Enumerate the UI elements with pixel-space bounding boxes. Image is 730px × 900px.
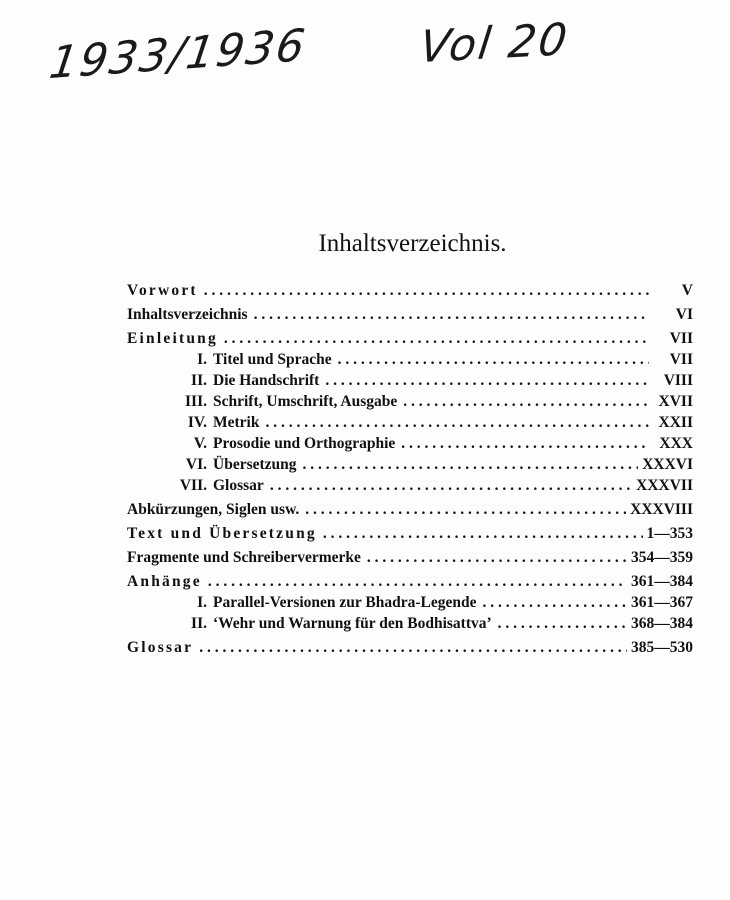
toc-subentry-number: V. bbox=[193, 435, 207, 452]
toc-entry-page: XXXVII bbox=[636, 477, 693, 494]
toc-subentry-number: VI. bbox=[185, 456, 207, 473]
dot-leader bbox=[367, 549, 627, 567]
toc-entry-page: V bbox=[681, 282, 693, 299]
toc-subentry bbox=[127, 477, 693, 498]
toc-entry-label: Metrik bbox=[213, 414, 260, 431]
toc-subentry bbox=[127, 615, 693, 636]
toc-subentry-number: VII. bbox=[179, 477, 207, 494]
page-title: Inhaltsverzeichnis. bbox=[318, 230, 507, 257]
toc-entry-page: 368—384 bbox=[631, 615, 693, 632]
toc-subentry bbox=[127, 351, 693, 372]
toc-subentry bbox=[127, 435, 693, 456]
toc-subentry bbox=[127, 414, 693, 435]
toc-entry-page: XVII bbox=[658, 393, 693, 410]
toc-entry-page: 361—384 bbox=[631, 573, 693, 590]
toc-entry-label: ‘Wehr und Warnung für den Bodhisattva’ bbox=[213, 615, 492, 632]
dot-leader bbox=[305, 501, 626, 519]
toc-entry-inhaltsverzeichnis bbox=[127, 306, 693, 327]
toc-entry-page: XXXVIII bbox=[630, 501, 693, 518]
toc-entry-label: Glossar bbox=[213, 477, 264, 494]
toc-entry-page: 361—367 bbox=[631, 594, 693, 611]
toc-entry-label: Übersetzung bbox=[213, 456, 297, 473]
toc-entry-label: Text und Übersetzung bbox=[127, 525, 317, 542]
toc-entry-label: Titel und Sprache bbox=[213, 351, 332, 368]
toc-subentry bbox=[127, 372, 693, 393]
handwritten-volume-note: Vol 20 bbox=[416, 14, 572, 74]
toc-entry-page: VII bbox=[669, 330, 693, 347]
toc-entry-page: 354—359 bbox=[631, 549, 693, 566]
toc-entry-page: 1—353 bbox=[646, 525, 693, 542]
toc-entry-page: VI bbox=[675, 306, 693, 323]
toc-subentry-number: IV. bbox=[187, 414, 207, 431]
toc-entry-page: XXII bbox=[658, 414, 693, 431]
toc-entry-label: Inhaltsverzeichnis bbox=[127, 306, 248, 323]
toc-subentry-number: II. bbox=[191, 372, 207, 389]
toc-subentry-number: II. bbox=[191, 615, 207, 632]
toc-entry-label: Einleitung bbox=[127, 330, 218, 347]
toc-entry-fragmente bbox=[127, 549, 693, 570]
toc-entry-label: Parallel-Versionen zur Bhadra-Legende bbox=[213, 594, 477, 611]
dot-leader bbox=[401, 435, 649, 453]
dot-leader bbox=[325, 372, 649, 390]
toc-entry-label: Vorwort bbox=[127, 282, 198, 299]
dot-leader bbox=[265, 414, 649, 432]
toc-entry-page: XXX bbox=[659, 435, 693, 452]
dot-leader bbox=[303, 456, 639, 474]
toc-entry-abkuerzungen bbox=[127, 501, 693, 522]
dot-leader bbox=[483, 594, 628, 612]
dot-leader bbox=[323, 525, 643, 543]
toc-subentry-number: I. bbox=[197, 351, 207, 368]
dot-leader bbox=[270, 477, 632, 495]
toc-subentry bbox=[127, 393, 693, 414]
table-of-contents bbox=[127, 282, 693, 660]
toc-entry-label: Fragmente und Schreibervermerke bbox=[127, 549, 361, 566]
toc-entry-label: Prosodie und Orthographie bbox=[213, 435, 396, 452]
toc-entry-page: XXXVI bbox=[642, 456, 693, 473]
toc-entry-label: Schrift, Umschrift, Ausgabe bbox=[213, 393, 398, 410]
toc-entry-page: VII bbox=[669, 351, 693, 368]
dot-leader bbox=[254, 306, 649, 324]
dot-leader bbox=[498, 615, 627, 633]
dot-leader bbox=[338, 351, 649, 369]
toc-entry-page: VIII bbox=[663, 372, 693, 389]
toc-subentry-number: III. bbox=[185, 393, 207, 410]
toc-entry-label: Anhänge bbox=[127, 573, 202, 590]
toc-entry-text-und-uebersetzung bbox=[127, 525, 693, 546]
toc-subentry-number: I. bbox=[197, 594, 207, 611]
dot-leader bbox=[199, 639, 627, 657]
toc-entry-vorwort bbox=[127, 282, 693, 303]
toc-entry-einleitung bbox=[127, 330, 693, 351]
dot-leader bbox=[403, 393, 649, 411]
toc-entry-anhaenge bbox=[127, 573, 693, 594]
toc-subentry bbox=[127, 456, 693, 477]
dot-leader bbox=[224, 330, 649, 348]
toc-entry-glossar bbox=[127, 639, 693, 660]
dot-leader bbox=[204, 282, 649, 300]
toc-entry-label: Glossar bbox=[127, 639, 194, 656]
toc-entry-label: Die Handschrift bbox=[213, 372, 320, 389]
toc-entry-label: Abkürzungen, Siglen usw. bbox=[127, 501, 300, 518]
toc-subentry bbox=[127, 594, 693, 615]
dot-leader bbox=[208, 573, 627, 591]
handwritten-years-note: 1933/1936 bbox=[46, 19, 310, 90]
toc-entry-page: 385—530 bbox=[631, 639, 693, 656]
